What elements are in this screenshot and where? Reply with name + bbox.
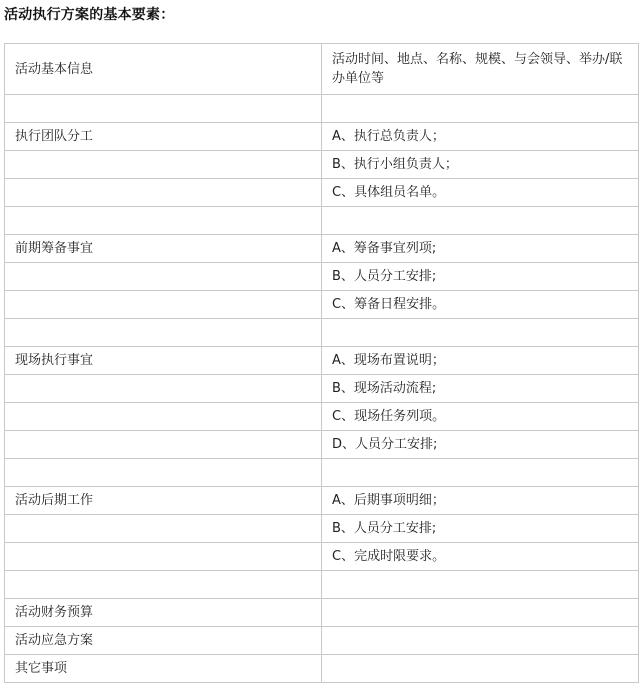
table-row — [5, 151, 639, 179]
table-cell-category: 现场执行事宜 — [5, 347, 322, 375]
table-cell-detail — [322, 319, 639, 347]
table-row — [5, 291, 639, 319]
table-cell-category — [5, 515, 322, 543]
table-row — [5, 599, 639, 627]
table-cell-category — [5, 431, 322, 459]
table-cell-detail — [322, 207, 639, 235]
table-row — [5, 347, 639, 375]
table-cell-category — [5, 207, 322, 235]
table-row — [5, 44, 639, 95]
table-cell-detail: B、人员分工安排; — [322, 515, 639, 543]
table-cell-detail: C、完成时限要求。 — [322, 543, 639, 571]
table-row — [5, 571, 639, 599]
table-cell-detail: A、执行总负责人； — [322, 123, 639, 151]
table-cell-detail: C、现场任务列项。 — [322, 403, 639, 431]
table-cell-category: 活动财务预算 — [5, 599, 322, 627]
table-cell-detail: B、人员分工安排; — [322, 263, 639, 291]
table-cell-detail: C、筹备日程安排。 — [322, 291, 639, 319]
table-cell-detail: A、后期事项明细； — [322, 487, 639, 515]
table-cell-detail: B、执行小组负责人； — [322, 151, 639, 179]
table-cell-category — [5, 291, 322, 319]
requirements-table — [4, 43, 639, 683]
table-row — [5, 207, 639, 235]
table-row — [5, 95, 639, 123]
table-cell-category: 活动基本信息 — [5, 44, 322, 95]
table-cell-detail — [322, 627, 639, 655]
table-cell-category: 执行团队分工 — [5, 123, 322, 151]
table-cell-category — [5, 263, 322, 291]
table-cell-detail: C、具体组员名单。 — [322, 179, 639, 207]
table-cell-category — [5, 571, 322, 599]
table-cell-category — [5, 403, 322, 431]
table-cell-category — [5, 95, 322, 123]
table-cell-category: 活动应急方案 — [5, 627, 322, 655]
table-cell-detail: B、现场活动流程; — [322, 375, 639, 403]
table-cell-detail — [322, 95, 639, 123]
table-cell-category — [5, 179, 322, 207]
table-cell-detail: D、人员分工安排; — [322, 431, 639, 459]
table-cell-detail: A、筹备事宜列项; — [322, 235, 639, 263]
table-row — [5, 655, 639, 683]
table-cell-detail — [322, 655, 639, 683]
table-cell-detail: 活动时间、地点、名称、规模、与会领导、举办/联办单位等 — [322, 44, 639, 95]
table-cell-category — [5, 375, 322, 403]
table-row — [5, 403, 639, 431]
table-cell-detail: A、现场布置说明； — [322, 347, 639, 375]
table-row — [5, 459, 639, 487]
table-row — [5, 235, 639, 263]
table-row — [5, 123, 639, 151]
table-cell-category: 其它事项 — [5, 655, 322, 683]
table-row — [5, 263, 639, 291]
table-row — [5, 179, 639, 207]
table-cell-category — [5, 543, 322, 571]
table-row — [5, 487, 639, 515]
table-row — [5, 627, 639, 655]
table-row — [5, 319, 639, 347]
table-cell-category — [5, 459, 322, 487]
table-cell-detail — [322, 459, 639, 487]
table-cell-category: 前期筹备事宜 — [5, 235, 322, 263]
table-cell-category — [5, 319, 322, 347]
table-cell-detail — [322, 571, 639, 599]
table-cell-category: 活动后期工作 — [5, 487, 322, 515]
table-row — [5, 431, 639, 459]
document-title: 活动执行方案的基本要素： — [4, 7, 175, 23]
table-row — [5, 375, 639, 403]
table-cell-detail — [322, 599, 639, 627]
table-cell-category — [5, 151, 322, 179]
table-row — [5, 515, 639, 543]
table-row — [5, 543, 639, 571]
